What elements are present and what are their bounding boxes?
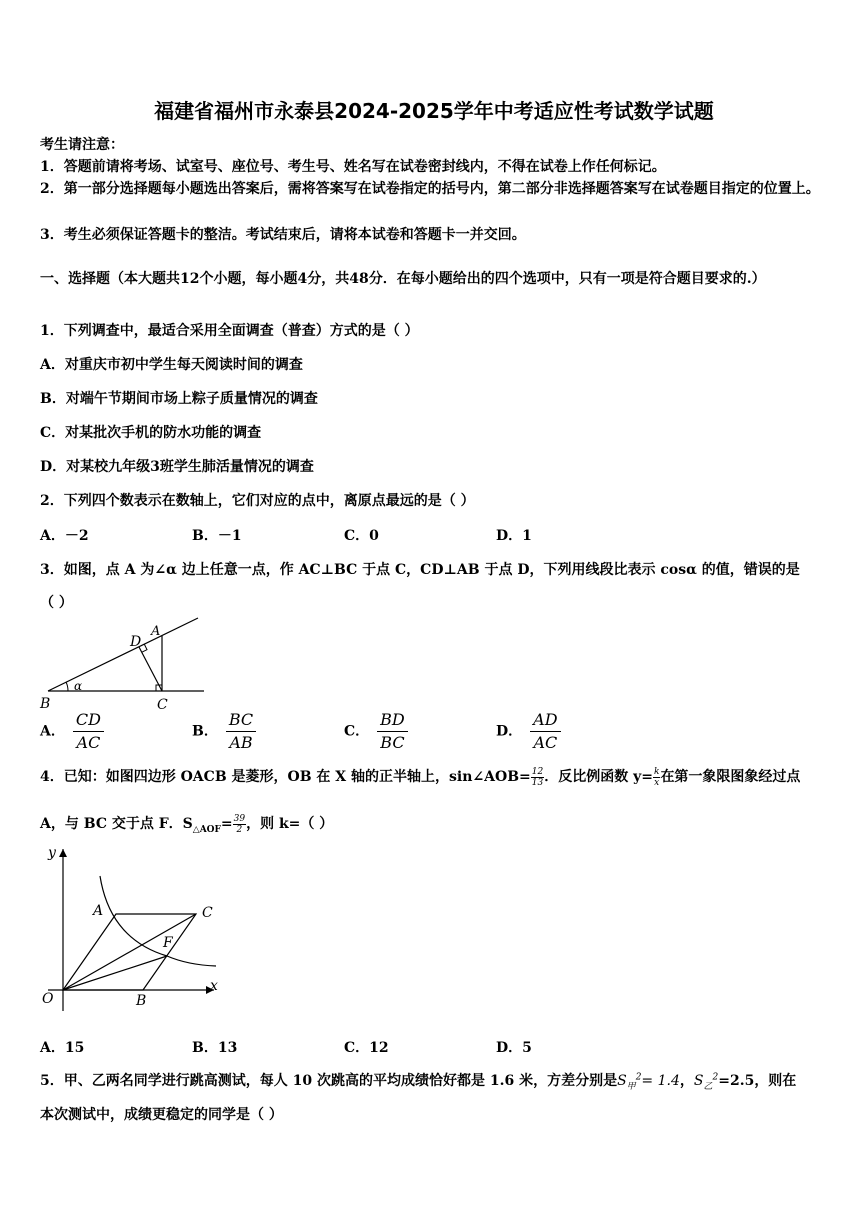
q3-stem-line2: （ ） [40, 595, 73, 611]
label-x: x [210, 978, 218, 994]
q3-triangle-figure [38, 612, 210, 712]
q4-option-c: C．12 [344, 1040, 389, 1056]
q3-option-b: B． $\frac{BC}{AB}$ [192, 709, 256, 754]
q2-option-b: B．－1 [192, 528, 242, 544]
fraction: $\frac{BC}{AB}$ [226, 709, 256, 754]
q2-option-d: D．1 [496, 528, 532, 544]
y-axis-arrow [59, 849, 67, 857]
area-fraction: $\frac{39}{2}$ [233, 813, 246, 835]
q1-option-c: C．对某批次手机的防水功能的调查 [40, 425, 262, 441]
q4-option-d: D．5 [496, 1040, 532, 1056]
q1-option-a: A．对重庆市初中学生每天阅读时间的调查 [40, 357, 303, 373]
label-d: D [130, 634, 142, 650]
q4-option-a: A．15 [40, 1040, 85, 1056]
q4-stem-line1: 4．已知：如图四边形 OACB 是菱形，OB 在 X 轴的正半轴上，sin∠AOB= $\frac{12}{13}$ ．反比例函数 y= $\frac{k}{x}$ 在第一象限图象经过点 [40, 766, 801, 788]
q3-option-c: C． $\frac{BD}{BC}$ [344, 709, 408, 754]
segment-of [63, 956, 167, 990]
hyperbola-curve [100, 876, 216, 966]
label-alpha: α [74, 679, 83, 693]
page-title: 福建省福州市永泰县2024-2025学年中考适应性考试数学试题 [154, 99, 714, 123]
q2-option-c: C．0 [344, 528, 379, 544]
notice-item-3: 3．考生必须保证答题卡的整洁。考试结束后，请将本试卷和答题卡一并交回。 [40, 227, 526, 243]
label-c: C [157, 697, 168, 712]
q3-option-a: A． $\frac{CD}{AC}$ [40, 709, 104, 754]
label-y: y [48, 845, 56, 861]
k-over-x-fraction: $\frac{k}{x}$ [653, 766, 660, 788]
diagonal-oc [63, 914, 196, 990]
label-b: B [40, 696, 51, 712]
notice-heading: 考生请注意： [40, 137, 124, 153]
section-heading: 一、选择题（本大题共12个小题，每小题4分，共48分．在每小题给出的四个选项中，只有一项是符合题目要求的.） [40, 271, 766, 287]
q1-option-d: D．对某校九年级3班学生肺活量情况的调查 [40, 459, 314, 475]
q1-option-b: B．对端午节期间市场上粽子质量情况的调查 [40, 391, 318, 407]
q4-rhombus-figure [38, 843, 222, 1013]
notice-item-1: 1．答题前请将考场、试室号、座位号、考生号、姓名写在试卷密封线内，不得在试卷上作任何标记。 [40, 159, 666, 175]
sin-fraction: $\frac{12}{13}$ [531, 766, 544, 788]
segment-cd [139, 647, 162, 691]
label-o: O [42, 991, 54, 1007]
fraction: $\frac{AD}{AC}$ [530, 709, 560, 754]
label-c: C [202, 905, 213, 921]
notice-item-2: 2．第一部分选择题每小题选出答案后，需将答案写在试卷指定的括号内，第二部分非选择题答案写在试卷题目指定的位置上。 [40, 181, 820, 197]
angle-alpha-arc [66, 682, 68, 691]
label-a: A [93, 903, 104, 919]
q2-stem: 2．下列四个数表示在数轴上，它们对应的点中，离原点最远的是（ ） [40, 493, 475, 509]
q4-stem-line2: A，与 BC 交于点 F．$S_{\triangle AOF}=$ $\frac{39}{2}$ ，则 k=（ ） [40, 813, 334, 835]
q3-stem-line1: 3．如图，点 A 为∠α 边上任意一点，作 AC⊥BC 于点 C，CD⊥AB 于点 D，下列用线段比表示 cosα 的值，错误的是 [40, 562, 800, 578]
q4-option-b: B．13 [192, 1040, 238, 1056]
q5-stem-line2: 本次测试中，成绩更稳定的同学是（ ） [40, 1107, 283, 1123]
fraction: $\frac{CD}{AC}$ [73, 709, 104, 754]
label-b: B [136, 993, 147, 1009]
label-f: F [163, 935, 173, 951]
label-a: A [151, 624, 161, 639]
q2-option-a: A．－2 [40, 528, 89, 544]
fraction: $\frac{BD}{BC}$ [377, 709, 408, 754]
q1-stem: 1．下列调查中，最适合采用全面调查（普查）方式的是（ ） [40, 323, 419, 339]
q3-option-d: D． $\frac{AD}{AC}$ [496, 709, 561, 754]
ray-ba [48, 618, 198, 691]
q5-stem-line1: 5．甲、乙两名同学进行跳高测试，每人 10 次跳高的平均成绩恰好都是 1.6 米，方差分别是$S_甲^2= 1.4$，$S_乙^2=2.5$，则在 [40, 1072, 797, 1092]
